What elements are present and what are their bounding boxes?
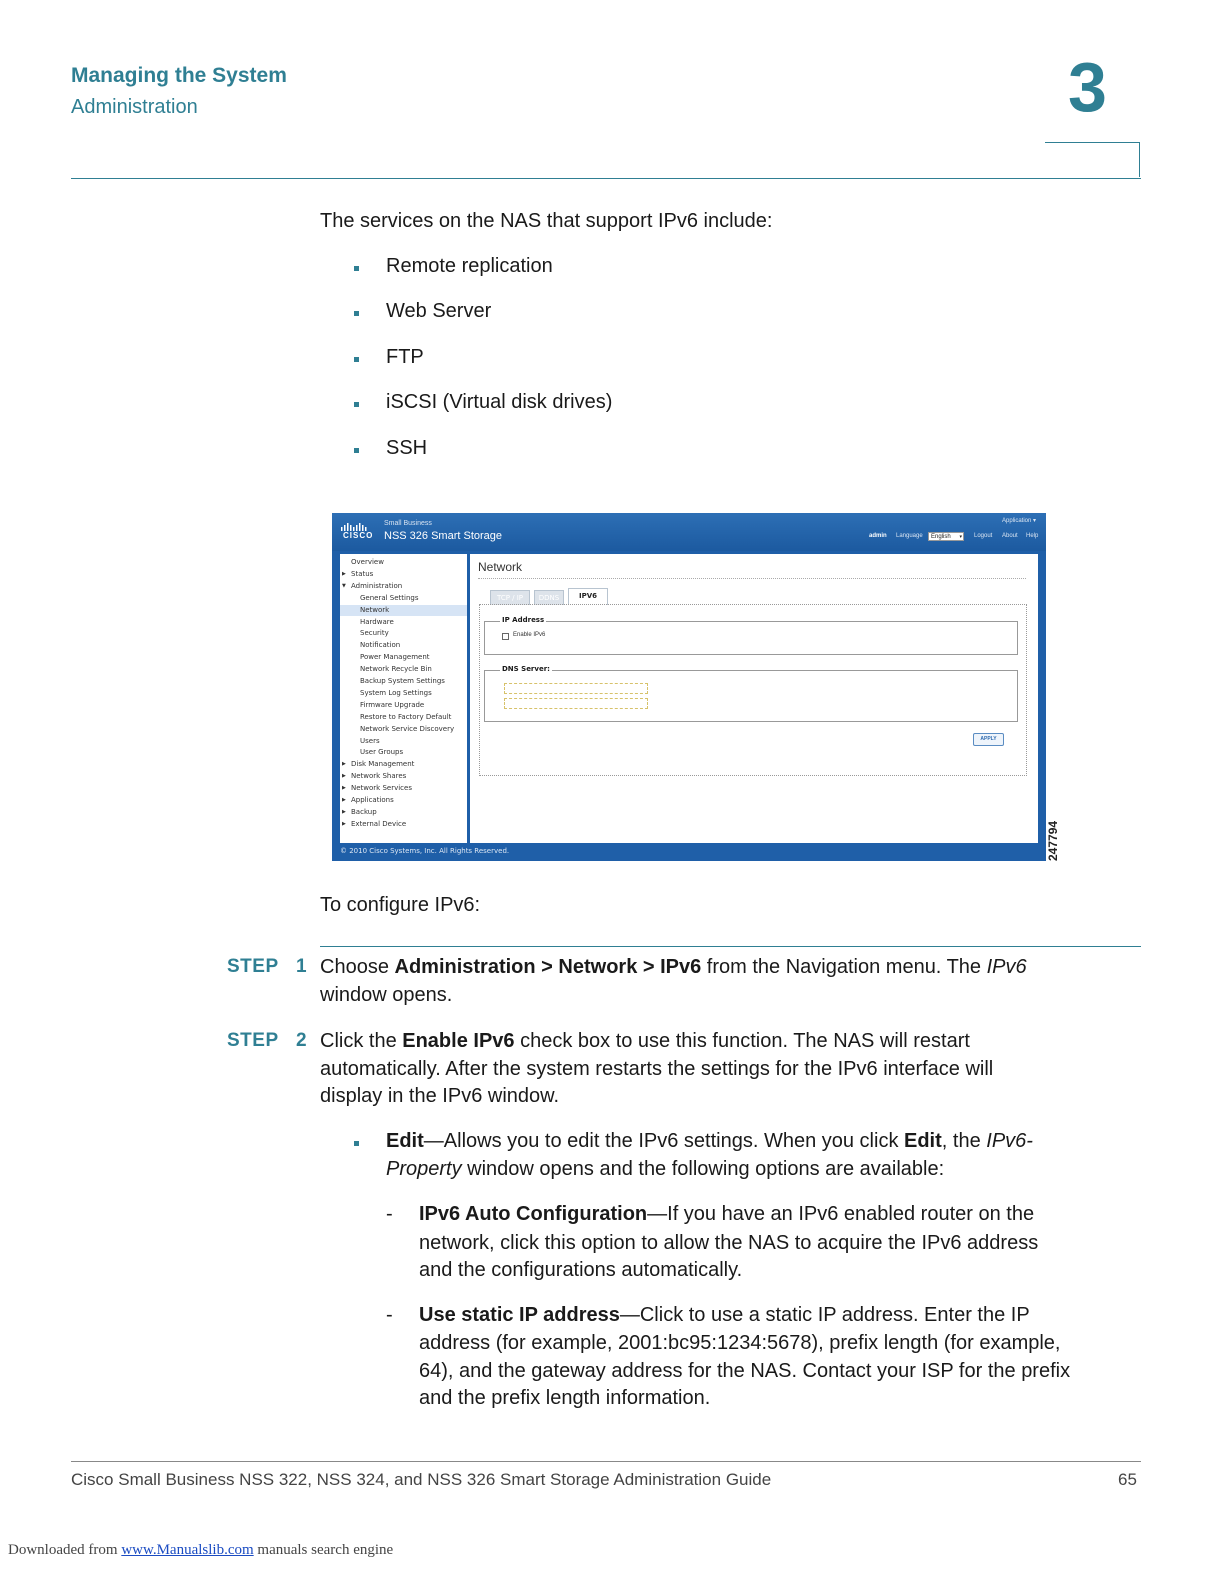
option-bold: Use static IP address [419,1304,620,1326]
tab-ipv6[interactable]: IPV6 [568,588,608,605]
sidebar-item[interactable] [340,640,467,651]
sidebar-item-label: Network Service Discovery [360,724,455,733]
step-text: check box to use this function. The NAS will restart [514,1030,970,1052]
sidebar-item-label: Users [360,736,380,745]
bullet-icon [354,402,359,407]
bullet-icon [354,357,359,362]
step-1-line-2: window opens. [320,984,453,1006]
step-bold: Administration > Network > IPv6 [394,956,702,978]
copyright-text: © 2010 Cisco Systems, Inc. All Rights Reserved. [340,847,510,855]
header-rule [71,178,1141,179]
bullet-icon [354,311,359,316]
sidebar-item-label: Status [351,569,374,578]
option-auto-line-1 [419,1200,1034,1228]
edit-italic: IPv6- [986,1130,1033,1152]
step-number: 1 [295,956,308,977]
sidebar-item[interactable] [340,712,467,723]
caret-right-icon: ▶ [342,785,346,792]
caret-right-icon: ▶ [342,761,346,768]
caret-right-icon: ▶ [342,820,346,827]
sidebar-item-label: Network Shares [351,772,407,781]
sidebar-item[interactable] [340,664,467,675]
sidebar-item[interactable] [340,807,467,818]
dns-server-legend: DNS Server: [502,665,550,673]
edit-text: —Allows you to edit the IPv6 settings. When you click [423,1130,904,1152]
help-link[interactable]: Help [1026,533,1039,539]
sidebar-item[interactable] [340,593,467,604]
sidebar-item[interactable] [340,736,467,747]
step-text: from the Navigation menu. The [701,956,987,978]
nav-sidebar [340,554,467,843]
download-text: manuals search engine [253,1542,394,1558]
sidebar-item-label: Security [360,629,389,638]
step-2-line-2: automatically. After the system restarts the settings for the IPv6 interface will [320,1058,994,1080]
sidebar-item-label: User Groups [360,748,404,757]
network-panel [470,554,1038,843]
download-text: Downloaded from [8,1542,122,1558]
ip-address-legend: IP Address [502,616,545,624]
option-auto-line-3: and the configurations automatically. [419,1259,743,1281]
step-2-line-3: display in the IPv6 window. [320,1085,560,1107]
sidebar-item-label: Disk Management [351,760,415,769]
steps-rule [320,946,1141,947]
sidebar-item-label: Applications [351,796,394,804]
section-title: Administration [71,96,198,118]
title-divider [478,578,1026,579]
option-text: —Click to use a static IP address. Enter the IP [619,1304,1030,1326]
sidebar-item[interactable] [340,700,467,711]
sidebar-item-label: Network [360,605,390,614]
about-link[interactable]: About [1002,533,1018,539]
tab-tcp-ip[interactable]: TCP / IP [490,590,530,605]
sidebar-item-label: Backup System Settings [360,677,445,685]
panel-title: Network [478,560,523,574]
dns-server-group [484,670,1018,722]
language-label: Language [896,533,923,539]
dash-icon: - [386,1203,393,1225]
sidebar-item-label: General Settings [360,593,419,602]
sidebar-item-label: Firmware Upgrade [360,700,425,709]
download-note [8,1542,393,1559]
option-text: —If you have an IPv6 enabled router on the [647,1203,1035,1225]
chapter-number: 3 [1068,48,1107,126]
sidebar-item-label: Network Services [351,784,412,793]
sidebar-item[interactable] [340,581,467,592]
application-menu[interactable]: Application ▾ [1002,518,1037,524]
sidebar-item-label: External Device [351,819,407,828]
step-bold: Enable IPv6 [402,1030,515,1052]
sidebar-item-label: Notification [360,641,401,650]
figure-id: 247794 [1046,820,1060,861]
option-bold: IPv6 Auto Configuration [419,1203,648,1225]
enable-ipv6-label: Enable IPv6 [513,632,546,638]
sidebar-item[interactable] [340,676,467,687]
bullet-icon [354,448,359,453]
guide-title: Cisco Small Business NSS 322, NSS 324, and NSS 326 Smart Storage Administration Guide [71,1470,772,1489]
bullet-icon [354,266,359,271]
language-value: English [931,534,951,540]
list-item: Remote replication [386,255,553,277]
sidebar-item-label: Administration [351,581,403,590]
option-static-line-4: and the prefix length information. [419,1387,711,1409]
sidebar-item[interactable] [340,605,467,616]
sidebar-item[interactable] [340,688,467,699]
edit-bullet-line-1 [386,1127,1033,1155]
list-item: iSCSI (Virtual disk drives) [386,391,613,413]
sidebar-item[interactable] [340,569,467,580]
caret-right-icon: ▶ [342,773,346,780]
step-text: Click the [320,1030,403,1052]
chapter-title: Managing the System [71,64,287,87]
product-name: NSS 326 Smart Storage [384,530,503,542]
logout-link[interactable]: Logout [974,533,993,539]
step-word: STEP [227,956,279,977]
brand-small: Small Business [384,520,432,527]
sidebar-item[interactable] [340,771,467,782]
sidebar-item-label: Network Recycle Bin [360,665,432,674]
list-item: Web Server [386,300,492,322]
edit-bold: Edit [386,1130,424,1152]
language-select[interactable] [928,532,964,541]
manualslib-link[interactable]: www.Manualslib.com [121,1542,254,1558]
option-static-line-3: 64), and the gateway address for the NAS. Contact your ISP for the prefix [419,1360,1071,1382]
chevron-down-icon: ▾ [959,534,962,540]
step-text: Choose [320,956,395,978]
footer-rule [71,1461,1141,1462]
sidebar-item-label: Overview [351,558,384,566]
sidebar-item-label: System Log Settings [360,688,432,697]
list-item: FTP [386,346,424,368]
user-name: admin [869,533,887,539]
list-item: SSH [386,437,428,459]
sidebar-item-label: Restore to Factory Default [360,712,452,721]
sidebar-item[interactable] [340,795,467,806]
option-auto-line-2: network, click this option to allow the NAS to acquire the IPv6 address [419,1232,1039,1254]
configure-intro: To configure IPv6: [320,894,481,916]
sidebar-item[interactable] [340,783,467,794]
bullet-icon [354,1141,359,1146]
edit-bold: Edit [904,1130,942,1152]
ip-address-group [484,621,1018,655]
tab-ddns[interactable]: DDNS [534,590,564,605]
apply-button[interactable]: APPLY [973,733,1004,746]
sidebar-item[interactable] [340,819,467,830]
nas-screenshot [332,513,1046,861]
step-number: 2 [295,1030,308,1051]
sidebar-item-label: Power Management [360,653,430,662]
page-number: 65 [1118,1470,1137,1489]
sidebar-item[interactable] [340,652,467,663]
option-static-line-2: address (for example, 2001:bc95:1234:5678), prefix length (for example, [419,1332,1061,1354]
edit-text: window opens and the following options are available: [461,1158,945,1180]
sidebar-item[interactable] [340,759,467,770]
caret-right-icon: ▶ [342,570,346,577]
option-static-line-1 [419,1301,1030,1329]
intro-text: The services on the NAS that support IPv6 include: [320,210,773,232]
sidebar-item[interactable] [340,617,467,628]
caret-down-icon: ▼ [342,582,346,589]
dash-icon: - [386,1304,393,1326]
step-label [227,1030,307,1052]
caret-right-icon: ▶ [342,797,346,803]
tab-content [479,604,1027,776]
dns-primary-input[interactable] [504,683,648,694]
step-italic: IPv6 [986,956,1027,978]
dns-secondary-input[interactable] [504,698,648,709]
caret-right-icon: ▶ [342,808,346,815]
sidebar-item[interactable] [340,557,467,568]
chapter-box [1045,142,1140,177]
sidebar-item-label: Backup [351,807,377,816]
cisco-logo-icon [340,519,374,529]
sidebar-item-label: Hardware [360,617,394,626]
sidebar-item[interactable] [340,628,467,639]
step-2-line-1 [320,1027,970,1055]
edit-text: , the [941,1130,987,1152]
step-label [227,956,307,978]
edit-italic: Property [386,1158,462,1180]
cisco-wordmark: CISCO [343,531,374,540]
enable-ipv6-checkbox[interactable] [502,633,509,640]
sidebar-item[interactable] [340,747,467,758]
edit-bullet-line-2 [386,1155,944,1183]
step-1-line-1 [320,953,1027,981]
sidebar-item[interactable] [340,724,467,735]
step-word: STEP [227,1030,279,1051]
